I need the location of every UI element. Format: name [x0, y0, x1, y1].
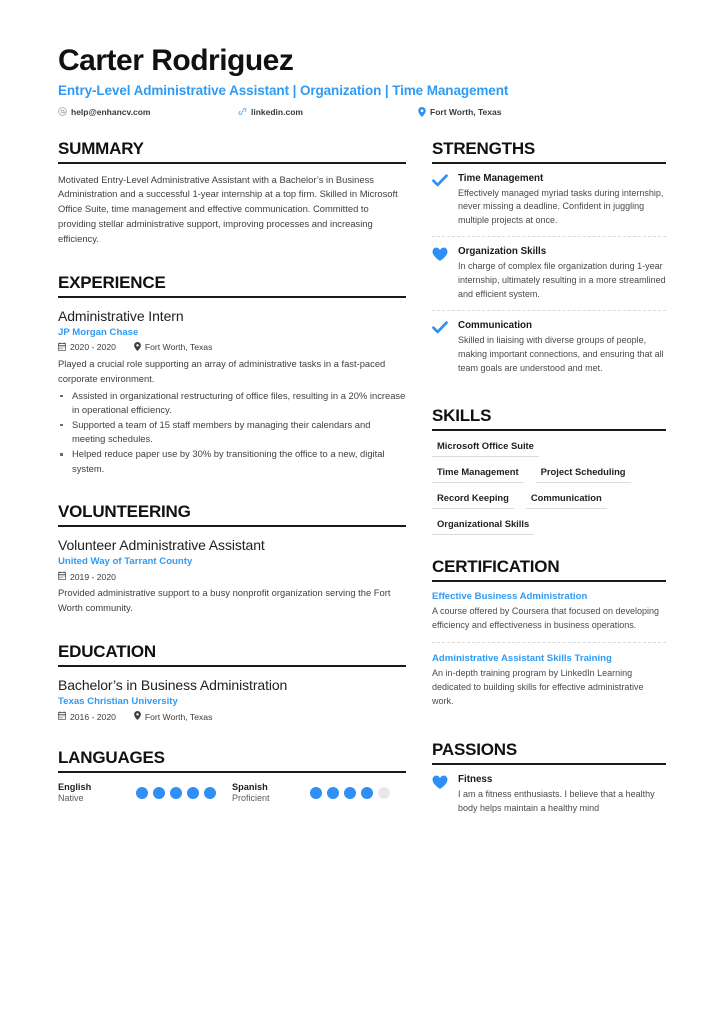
- passion-item: [432, 774, 666, 824]
- strength-item: [432, 236, 666, 310]
- skill-row: [432, 440, 666, 457]
- rating-dot: [378, 787, 390, 799]
- experience-location: [134, 342, 213, 353]
- certification-description: An in-depth training program by LinkedIn Learning dedicated to building skills for effective administrative work.: [432, 667, 644, 706]
- link-icon: [238, 107, 247, 116]
- contact-location-label: Fort Worth, Texas: [430, 106, 502, 117]
- experience-entry: [58, 307, 406, 476]
- skills-list: [432, 440, 666, 535]
- candidate-name: Carter Rodriguez: [58, 44, 294, 77]
- strength-title: Organization Skills: [458, 246, 547, 258]
- section-languages: [58, 748, 406, 803]
- calendar-icon: [58, 711, 66, 722]
- skill-tag[interactable]: Organizational Skills: [432, 518, 534, 535]
- resume-header: [58, 44, 666, 117]
- at-sign-icon: [58, 107, 67, 116]
- rating-dot: [327, 787, 339, 799]
- volunteering-dates-label: 2019 - 2020: [70, 571, 116, 582]
- section-heading-summary: SUMMARY: [58, 139, 406, 164]
- language-level: Native: [58, 793, 84, 804]
- map-pin-icon: [418, 107, 426, 117]
- strength-description: Skilled in liaising with diverse groups of people, making important connections, and ensuring that all team goals are understood and met.: [458, 335, 664, 373]
- section-heading-languages: LANGUAGES: [58, 748, 406, 773]
- strength-title: Time Management: [458, 172, 544, 184]
- section-passions: [432, 740, 666, 824]
- experience-meta: [58, 342, 406, 353]
- certification-description: A course offered by Coursera that focused on developing efficiency and effectiveness in business operations.: [432, 605, 659, 630]
- rating-dot: [187, 787, 199, 799]
- skill-row: [432, 466, 666, 483]
- section-summary: [58, 139, 406, 247]
- strength-item: [432, 310, 666, 384]
- resume-body: [58, 139, 666, 830]
- strength-item: [432, 173, 666, 237]
- section-heading-certification: CERTIFICATION: [432, 557, 666, 582]
- language-rating: [310, 787, 390, 799]
- summary-text: Motivated Entry-Level Administrative Assistant with a Bachelor’s in Business Administration and a successful 1-year internship at a top firm. Skilled in Microsoft Office Suite, time management and effective communication. Committed to providing stellar administrative support, improving processes and increasing efficiency.: [58, 173, 398, 244]
- contact-linkedin[interactable]: [238, 107, 418, 117]
- contact-linkedin-label: linkedin.com: [251, 106, 303, 117]
- rating-dot: [361, 787, 373, 799]
- heart-icon: [432, 774, 449, 816]
- language-name: English: [58, 782, 92, 793]
- language-rating: [136, 787, 216, 799]
- language-level: Proficient: [232, 793, 270, 804]
- language-item: [232, 782, 406, 803]
- rating-dot: [344, 787, 356, 799]
- strength-description: Effectively managed myriad tasks during internship, never missing a deadline. Confident in juggling multiple projects at once.: [458, 187, 664, 226]
- skill-row: [432, 492, 666, 509]
- education-school[interactable]: Texas Christian University: [58, 696, 178, 708]
- section-skills: [432, 406, 666, 535]
- calendar-icon: [58, 342, 66, 353]
- education-dates-label: 2016 - 2020: [70, 711, 116, 722]
- check-icon: [432, 320, 449, 376]
- certification-title[interactable]: Administrative Assistant Skills Training: [432, 652, 612, 664]
- left-column: [58, 139, 406, 830]
- section-certification: [432, 557, 666, 718]
- map-pin-icon: [134, 342, 141, 353]
- experience-bullet: Supported a team of 15 staff members by managing their calendars and meeting schedules.: [58, 418, 406, 447]
- strength-description: In charge of complex file organization during 1-year internship, ultimately resulting in a more streamlined and efficient system.: [458, 261, 666, 300]
- section-heading-strengths: STRENGTHS: [432, 139, 666, 164]
- skill-tag[interactable]: Microsoft Office Suite: [432, 440, 539, 457]
- volunteering-entry: [58, 536, 406, 616]
- languages-list: [58, 782, 406, 803]
- volunteering-dates: [58, 571, 116, 582]
- passion-description: I am a fitness enthusiasts. I believe that a healthy body helps maintain a healthy mind: [458, 788, 655, 813]
- section-heading-volunteering: VOLUNTEERING: [58, 502, 406, 527]
- experience-dates-label: 2020 - 2020: [70, 342, 116, 353]
- volunteering-meta: [58, 571, 406, 582]
- section-heading-passions: PASSIONS: [432, 740, 666, 765]
- experience-dates: [58, 342, 116, 353]
- heart-icon: [432, 246, 449, 302]
- contact-location: [418, 107, 618, 117]
- volunteering-role: Volunteer Administrative Assistant: [58, 537, 265, 554]
- section-experience: [58, 273, 406, 476]
- contact-email[interactable]: [58, 107, 238, 117]
- strength-title: Communication: [458, 320, 533, 332]
- contact-bar: [58, 107, 666, 117]
- volunteering-organization[interactable]: United Way of Tarrant County: [58, 556, 193, 568]
- skill-tag[interactable]: Record Keeping: [432, 492, 514, 509]
- education-meta: [58, 711, 406, 722]
- experience-bullet: Assisted in organizational restructuring of office files, resulting in a 20% increase in operational efficiency.: [58, 389, 406, 418]
- check-icon: [432, 173, 449, 229]
- calendar-icon: [58, 571, 66, 582]
- experience-company[interactable]: JP Morgan Chase: [58, 326, 139, 338]
- passion-title: Fitness: [458, 773, 493, 785]
- candidate-headline: Entry-Level Administrative Assistant | Organization | Time Management: [58, 82, 509, 98]
- experience-job-title: Administrative Intern: [58, 307, 184, 324]
- section-volunteering: [58, 502, 406, 616]
- experience-bullet: Helped reduce paper use by 30% by transitioning the office to a new, digital system.: [58, 447, 406, 476]
- skill-row: [432, 518, 666, 535]
- skill-tag[interactable]: Time Management: [432, 466, 524, 483]
- skill-tag[interactable]: Communication: [526, 492, 607, 509]
- contact-email-label: help@enhancv.com: [71, 106, 151, 117]
- section-heading-experience: EXPERIENCE: [58, 273, 406, 298]
- rating-dot: [153, 787, 165, 799]
- language-item: [58, 782, 232, 803]
- section-heading-skills: SKILLS: [432, 406, 666, 431]
- section-heading-education: EDUCATION: [58, 642, 406, 667]
- certification-item: [432, 591, 666, 642]
- section-strengths: [432, 139, 666, 384]
- volunteering-description: Provided administrative support to a busy nonprofit organization serving the Fort Worth community.: [58, 587, 391, 614]
- rating-dot: [204, 787, 216, 799]
- rating-dot: [136, 787, 148, 799]
- language-name: Spanish: [232, 782, 268, 793]
- experience-description: Played a crucial role supporting an array of administrative tasks in a fast-paced corporate environment.: [58, 357, 386, 384]
- education-dates: [58, 711, 116, 722]
- education-location-label: Fort Worth, Texas: [144, 711, 213, 722]
- experience-location-label: Fort Worth, Texas: [144, 342, 213, 353]
- experience-bullets: [58, 389, 406, 476]
- education-location: [134, 711, 213, 722]
- education-degree: Bachelor’s in Business Administration: [58, 677, 288, 694]
- section-education: [58, 642, 406, 722]
- rating-dot: [310, 787, 322, 799]
- education-entry: [58, 676, 406, 722]
- right-column: [432, 139, 666, 830]
- certification-title[interactable]: Effective Business Administration: [432, 590, 588, 602]
- skill-tag[interactable]: Project Scheduling: [536, 466, 631, 483]
- certification-item: [432, 642, 666, 718]
- rating-dot: [170, 787, 182, 799]
- map-pin-icon: [134, 711, 141, 722]
